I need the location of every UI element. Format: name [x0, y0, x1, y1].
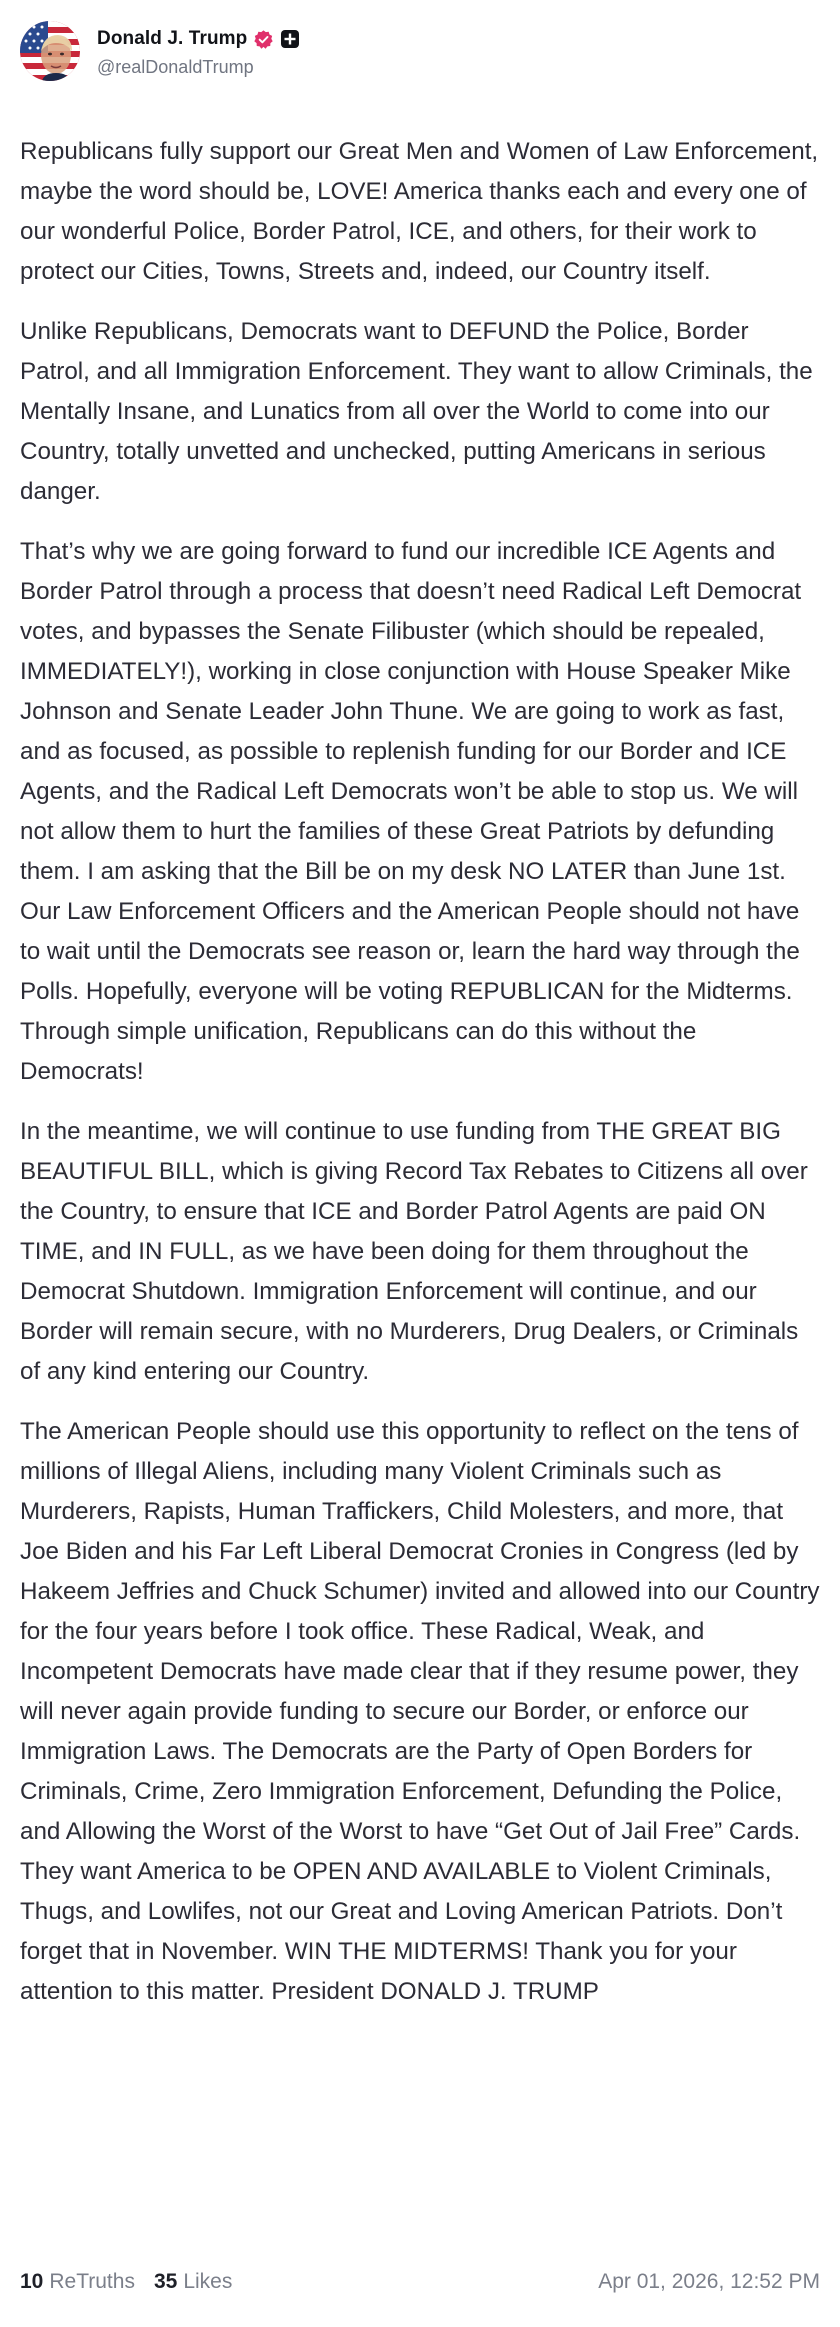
retruths-label: ReTruths	[49, 2270, 135, 2293]
post-paragraph: Unlike Republicans, Democrats want to DEFUND the Police, Border Patrol, and all Immigration Enforcement. They want to allow Criminals, the Mentally Insane, and Lunatics from all over the World to come into our Country, totally unvetted and unchecked, putting Americans in serious danger.	[20, 318, 813, 505]
post-paragraph: That’s why we are going forward to fund our incredible ICE Agents and Border Patrol through a process that doesn’t need Radical Left Democrat votes, and bypasses the Senate Filibuster (which should be repealed, IMMEDIATELY!), working in close conjunction with House Speaker Mike Johnson and Senate Leader John Thune. We are going to work as fast, and as focused, as possible to replenish funding for our Border and ICE Agents, and the Radical Left Democrats won’t be able to stop us. We will not allow them to hurt the families of these Great Patriots by defunding them. I am asking that the Bill be on my desk NO LATER than June 1st. Our Law Enforcement Officers and the American People should not have to wait until the Democrats see reason or, learn the hard way through the Polls. Hopefully, everyone will be voting REPUBLICAN for the Midterms. Through simple unification, Republicans can do this without the Democrats!	[20, 538, 802, 1085]
verified-badge-icon	[253, 29, 274, 50]
author-identity	[97, 24, 300, 78]
likes-count: 35	[153, 2270, 178, 2293]
display-name[interactable]: Donald J. Trump	[97, 28, 248, 49]
post-header	[20, 20, 820, 82]
post-paragraph: Republicans fully support our Great Men and Women of Law Enforcement, maybe the word should be, LOVE! America thanks each and every one of our wonderful Police, Border Patrol, ICE, and others, for their work to protect our Cities, Towns, Streets and, indeed, our Country itself.	[20, 138, 819, 285]
retruths-count: 10	[20, 2270, 44, 2293]
post-body	[20, 132, 820, 2012]
retruths-link[interactable]	[20, 2270, 135, 2294]
author-handle[interactable]: @realDonaldTrump	[97, 57, 254, 77]
post-timestamp[interactable]: Apr 01, 2026, 12:52 PM	[598, 2270, 820, 2293]
flag-portrait-avatar	[20, 21, 80, 81]
avatar[interactable]	[20, 21, 80, 81]
plus-badge-icon	[280, 29, 300, 49]
post-footer	[20, 2266, 820, 2298]
post-paragraph: In the meantime, we will continue to use funding from THE GREAT BIG BEAUTIFUL BILL, which is giving Record Tax Rebates to Citizens all over the Country, to ensure that ICE and Border Patrol Agents are paid ON TIME, and IN FULL, as we have been doing for them throughout the Democrat Shutdown. Immigration Enforcement will continue, and our Border will remain secure, with no Murderers, Drug Dealers, or Criminals of any kind entering our Country.	[20, 1118, 808, 1385]
post-stats	[20, 2270, 232, 2294]
likes-label: Likes	[183, 2270, 233, 2293]
likes-link[interactable]	[154, 2270, 232, 2294]
post-paragraph: The American People should use this opportunity to reflect on the tens of millions of Illegal Aliens, including many Violent Criminals such as Murderers, Rapists, Human Traffickers, Child Molesters, and more, that Joe Biden and his Far Left Liberal Democrat Cronies in Congress (led by Hakeem Jeffries and Chuck Schumer) invited and allowed into our Country for the four years before I took office. These Radical, Weak, and Incompetent Democrats have made clear that if they resume power, they will never again provide funding to secure our Border, or enforce our Immigration Laws. The Democrats are the Party of Open Borders for Criminals, Crime, Zero Immigration Enforcement, Defunding the Police, and Allowing the Worst of the Worst to have “Get Out of Jail Free” Cards. They want America to be OPEN AND AVAILABLE to Violent Criminals, Thugs, and Lowlifes, not our Great and Loving American Patriots. Don’t forget that in November. WIN THE MIDTERMS! Thank you for your attention to this matter. President DONALD J. TRUMP	[20, 1418, 820, 2005]
name-row	[97, 24, 300, 54]
